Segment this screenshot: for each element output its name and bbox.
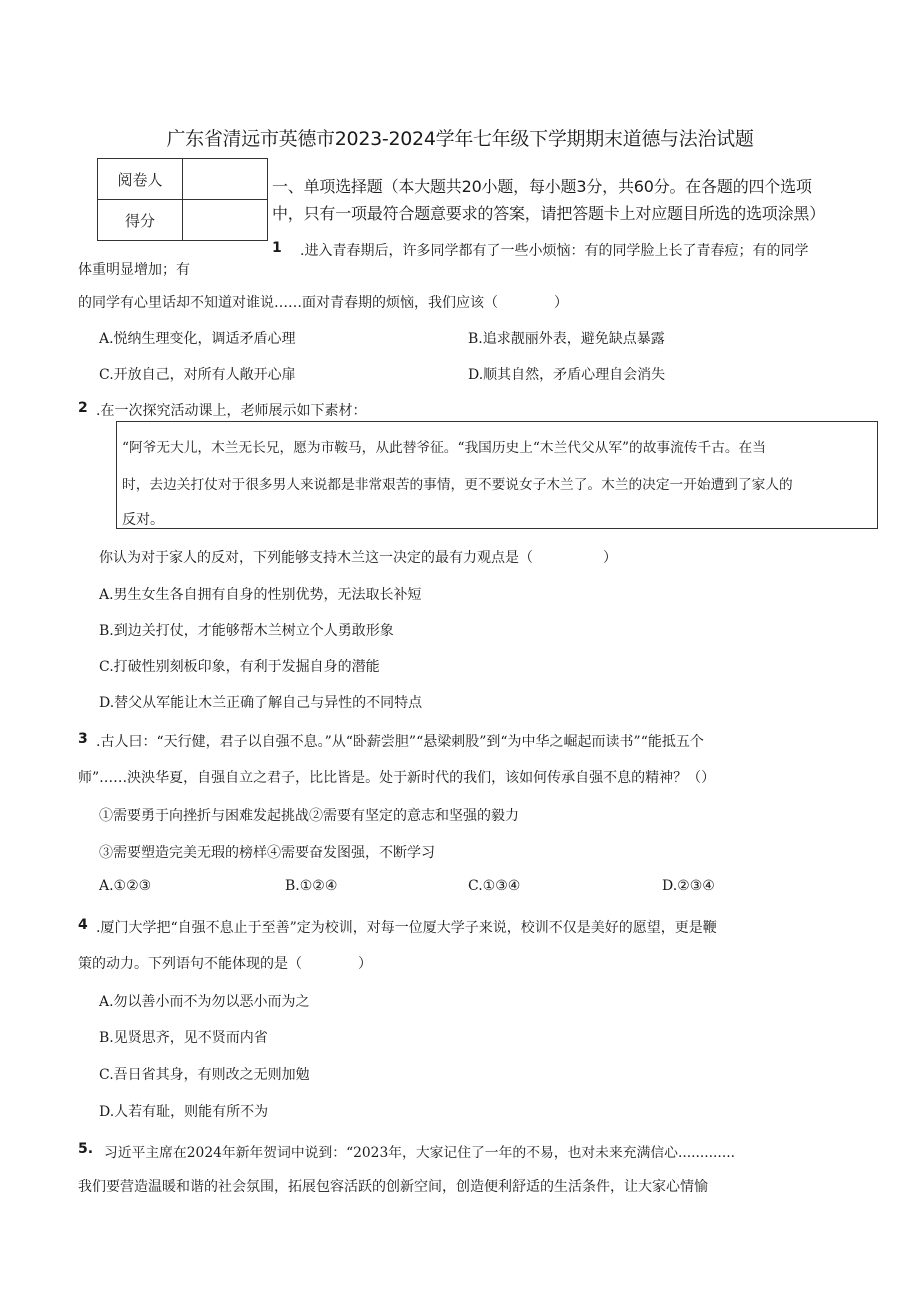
material-text: “阿爷无大儿，木兰无长兄，愿为市鞍马，从此替爷征。“我国历史上“木兰代父从军”的故事流传千古。在当 bbox=[122, 440, 766, 456]
option-d[interactable]: D.顺其自然，矛盾心理自会消失 bbox=[468, 367, 666, 383]
option-b[interactable]: B.追求靓丽外表，避免缺点暴露 bbox=[468, 331, 665, 347]
grader-table bbox=[97, 158, 268, 241]
reviewer-label: 阅卷人 bbox=[98, 159, 183, 200]
option-d[interactable]: D.②③④ bbox=[662, 878, 715, 894]
option-a[interactable]: A.悦纳生理变化，调适矛盾心理 bbox=[99, 331, 296, 347]
question-number: 4 bbox=[78, 917, 88, 933]
material-text: 反对。 bbox=[122, 512, 164, 528]
question-text: .古人曰：“天行健，君子以自强不息。”从“卧薪尝胆”“悬梁刺股”到“为中华之崛起而读书”“能抵五个 bbox=[96, 734, 704, 750]
question-number: 1 bbox=[272, 240, 282, 256]
question-text: .进入青春期后，许多同学都有了一些小烦恼：有的同学脸上长了青春痘；有的同学 bbox=[300, 243, 809, 259]
section-heading-line1: 一、单项选择题（本大题共20小题，每小题3分，共60分。在各题的四个选项 bbox=[272, 177, 812, 196]
option-b[interactable]: B.到边关打仗，才能够帮木兰树立个人勇敢形象 bbox=[99, 623, 394, 639]
question-text: .厦门大学把“自强不息止于至善”定为校训，对每一位厦大学子来说，校训不仅是美好的愿望，更是鞭 bbox=[96, 920, 717, 936]
material-text: 时，去边关打仗对于很多男人来说都是非常艰苦的事情，更不要说女子木兰了。木兰的决定一开始遭到了家人的 bbox=[122, 477, 793, 493]
option-d[interactable]: D.人若有耻，则能有所不为 bbox=[99, 1104, 269, 1120]
option-b[interactable]: B.①②④ bbox=[285, 878, 338, 894]
option-c[interactable]: C.吾日省其身，有则改之无则加勉 bbox=[99, 1067, 310, 1083]
score-label: 得分 bbox=[98, 200, 183, 241]
question-prompt: 你认为对于家人的反对，下列能够支持木兰这一决定的最有力观点是（ ） bbox=[99, 550, 617, 566]
question-text: 习近平主席在2024年新年贺词中说到：“2023年，大家记住了一年的不易，也对未来充满信心............. bbox=[104, 1145, 735, 1161]
question-text: 策的动力。下列语句不能体现的是（ ） bbox=[78, 956, 372, 972]
option-c[interactable]: C.开放自己，对所有人敞开心扉 bbox=[99, 367, 296, 383]
question-text: .在一次探究活动课上，老师展示如下素材： bbox=[96, 403, 367, 419]
question-number: 3 bbox=[78, 731, 88, 747]
question-text: 我们要营造温暖和谐的社会氛围，拓展包容活跃的创新空间，创造便利舒适的生活条件，让大家心情愉 bbox=[78, 1179, 708, 1195]
statement-line: ③需要塑造完美无瑕的榜样④需要奋发图强，不断学习 bbox=[99, 845, 435, 861]
section-heading-line2: 中，只有一项最符合题意要求的答案，请把答题卡上对应题目所选的选项涂黑） bbox=[272, 204, 826, 223]
question-number: 2 bbox=[78, 400, 88, 416]
statement-line: ①需要勇于向挫折与困难发起挑战②需要有坚定的意志和坚强的毅力 bbox=[99, 808, 519, 824]
exam-title: 广东省清远市英德市2023-2024学年七年级下学期期末道德与法治试题 bbox=[166, 128, 754, 150]
question-text: 师”……泱泱华夏，自强自立之君子，比比皆是。处于新时代的我们，该如何传承自强不息的精神？（） bbox=[78, 770, 716, 786]
option-a[interactable]: A.勿以善小而不为勿以恶小而为之 bbox=[99, 994, 310, 1010]
option-c[interactable]: C.打破性别刻板印象，有利于发掘自身的潜能 bbox=[99, 659, 380, 675]
question-text: 的同学有心里话却不知道对谁说……面对青春期的烦恼，我们应该（ ） bbox=[78, 295, 568, 311]
option-c[interactable]: C.①③④ bbox=[468, 878, 521, 894]
option-a[interactable]: A.①②③ bbox=[99, 878, 152, 894]
option-d[interactable]: D.替父从军能让木兰正确了解自己与异性的不同特点 bbox=[99, 695, 423, 711]
option-a[interactable]: A.男生女生各自拥有自身的性别优势，无法取长补短 bbox=[99, 587, 422, 603]
question-text: 体重明显增加；有 bbox=[78, 262, 190, 278]
option-b[interactable]: B.见贤思齐，见不贤而内省 bbox=[99, 1030, 268, 1046]
question-number: 5. bbox=[78, 1141, 94, 1157]
score-field[interactable] bbox=[183, 200, 268, 241]
reviewer-field[interactable] bbox=[183, 159, 268, 200]
